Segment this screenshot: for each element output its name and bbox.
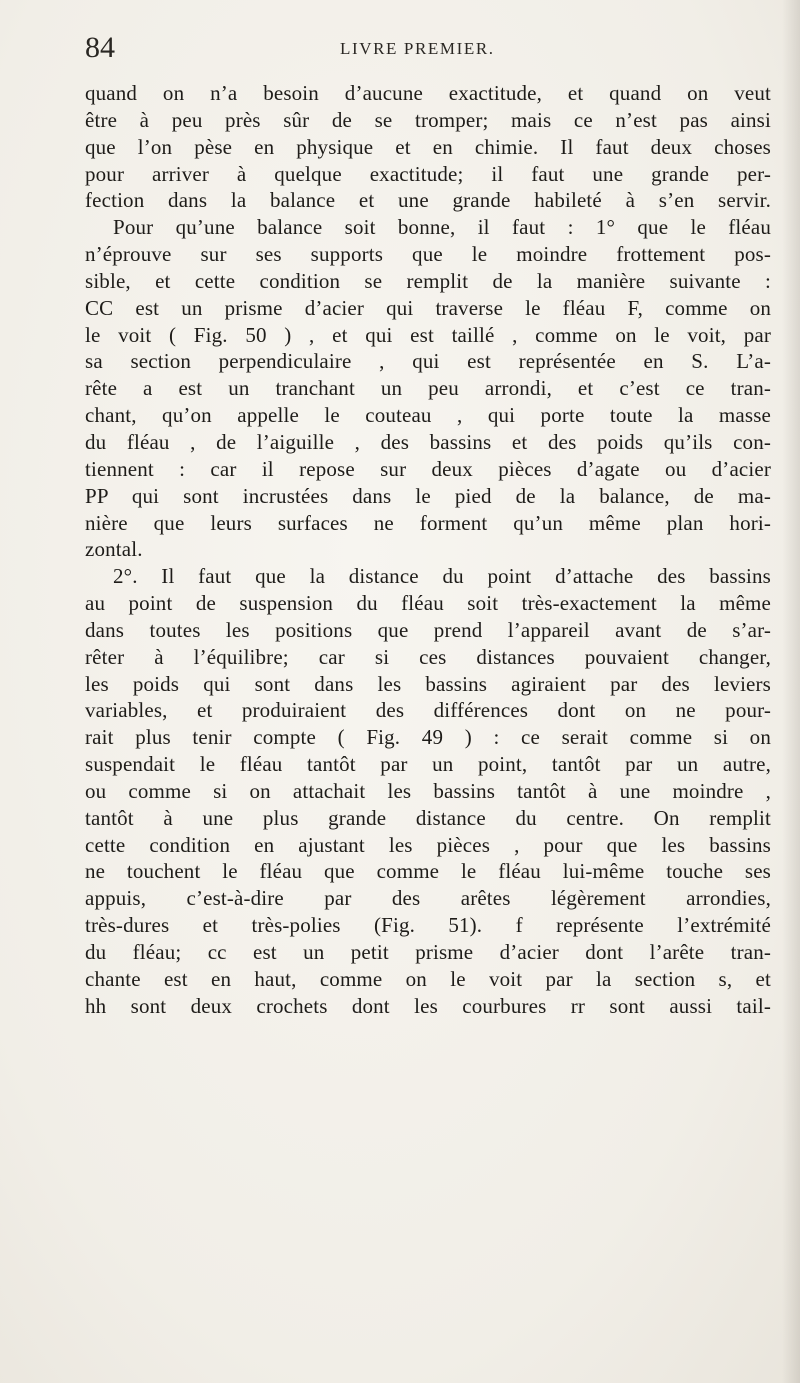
text-line: ne touchent le fléau que comme le fléau lui-même touche ses — [85, 859, 771, 884]
text-line: chante est en haut, comme on le voit par la section s, et — [85, 966, 771, 991]
text-line: CC est un prisme d’acier qui traverse le fléau F, comme on — [85, 295, 771, 320]
text-line: sible, et cette condition se remplit de la manière suivante : — [85, 268, 771, 293]
text-line: fection dans la balance et une grande habileté à s’en servir. — [85, 188, 771, 213]
text-line: rait plus tenir compte ( Fig. 49 ) : ce serait comme si on — [85, 725, 771, 750]
text-line: très-dures et très-polies (Fig. 51). f représente l’extrémité — [85, 913, 771, 938]
page-number: 84 — [85, 31, 115, 64]
text-line: tantôt à une plus grande distance du centre. On remplit — [85, 805, 771, 830]
text-line: au point de suspension du fléau soit très-exactement la même — [85, 591, 771, 616]
text-line: zontal. — [85, 537, 143, 562]
text-line: du fléau , de l’aiguille , des bassins et des poids qu’ils con- — [85, 429, 771, 454]
text-line: du fléau; cc est un petit prisme d’acier dont l’arête tran- — [85, 940, 771, 964]
text-line: Pour qu’une balance soit bonne, il faut : 1° que le fléau — [113, 215, 771, 240]
text-line: n’éprouve sur ses supports que le moindre frottement pos- — [85, 242, 771, 267]
text-line: nière que leurs surfaces ne forment qu’un même plan hori- — [85, 510, 771, 535]
text-line: le voit ( Fig. 50 ) , et qui est taillé , comme on le voit, par — [85, 322, 771, 347]
text-line: rête a est un tranchant un peu arrondi, et c’est ce tran- — [85, 376, 771, 401]
text-line: quand on n’a besoin d’aucune exactitude, et quand on veut — [85, 81, 771, 105]
text-line: tiennent : car il repose sur deux pièces d’agate ou d’acier — [85, 456, 771, 481]
page-header — [85, 28, 725, 72]
text-line: hh sont deux crochets dont les courbures rr sont aussi tail- — [85, 993, 771, 1018]
page-gutter-shadow — [782, 0, 800, 1383]
text-line: cette condition en ajustant les pièces , pour que les bassins — [85, 832, 771, 857]
text-line: PP qui sont incrustées dans le pied de la balance, de ma- — [85, 483, 771, 508]
text-line: rêter à l’équilibre; car si ces distances pouvaient changer, — [85, 644, 771, 669]
text-line: être à peu près sûr de se tromper; mais ce n’est pas ainsi — [85, 107, 771, 132]
text-line: sa section perpendiculaire , qui est représentée en S. L’a- — [85, 349, 771, 374]
text-line: chant, qu’on appelle le couteau , qui porte toute la masse — [85, 403, 771, 428]
running-title: LIVRE PREMIER. — [340, 39, 495, 58]
text-line: suspendait le fléau tantôt par un point, tantôt par un autre, — [85, 752, 771, 777]
text-line: dans toutes les positions que prend l’appareil avant de s’ar- — [85, 617, 771, 642]
text-line: pour arriver à quelque exactitude; il faut une grande per- — [85, 161, 771, 186]
text-line: que l’on pèse en physique et en chimie. Il faut deux choses — [85, 134, 771, 159]
text-line: 2°. Il faut que la distance du point d’attache des bassins — [113, 564, 771, 589]
text-line: les poids qui sont dans les bassins agiraient par des leviers — [85, 671, 771, 696]
body-text — [85, 80, 771, 1020]
text-line: appuis, c’est-à-dire par des arêtes légèrement arrondies, — [85, 886, 771, 911]
text-line: ou comme si on attachait les bassins tantôt à une moindre , — [85, 778, 771, 803]
text-line: variables, et produiraient des différences dont on ne pour- — [85, 698, 771, 723]
